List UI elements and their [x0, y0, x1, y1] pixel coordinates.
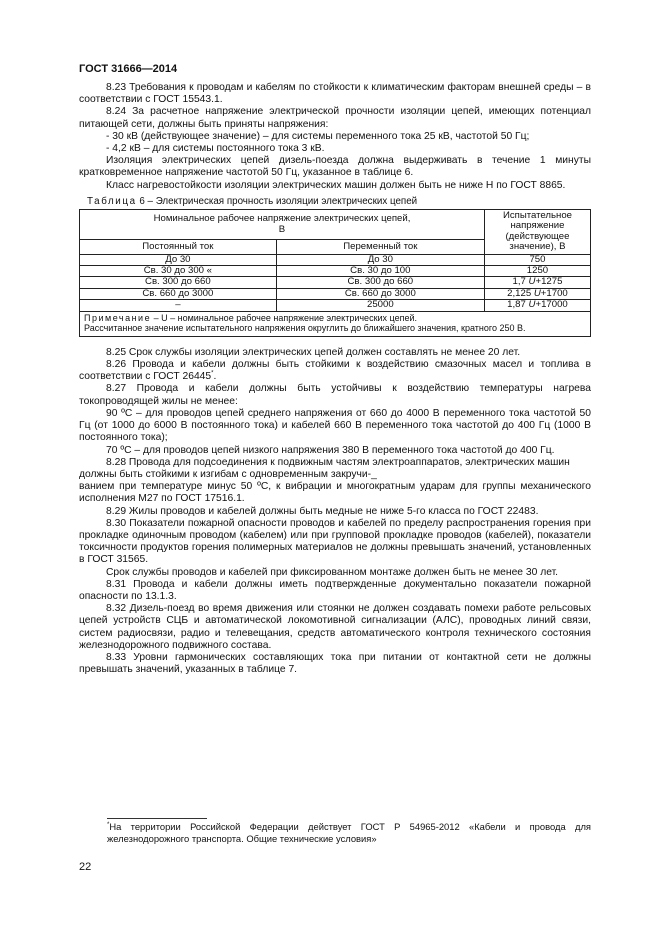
paragraph-8-25: 8.25 Срок службы изоляции электрических цепей должен составлять не менее 20 лет.: [106, 346, 521, 358]
table-cell-test: 1250: [484, 266, 590, 277]
table-cell-test: 1,87 U+17000: [484, 300, 590, 311]
table-cell-ac: 25000: [276, 300, 484, 311]
paragraph-8-24: 8.24 За расчетное напряжение электрической прочности изоляции цепей, имеющих потенциал питающей сети, должны быть приняты напряжения:: [79, 106, 591, 130]
paragraph-8-29: 8.29 Жилы проводов и кабелей должны быть медные не ниже 5-го класса по ГОСТ 22483.: [106, 505, 539, 517]
document-body: [79, 82, 591, 676]
paragraph-8-31: 8.31 Провода и кабели должны иметь подтвержденные документально показатели пожарной опасности по 13.1.3.: [79, 578, 591, 602]
table-cell-test: 750: [484, 254, 590, 265]
list-item-4-2kv: - 4,2 кВ – для системы постоянного тока 3 кВ.: [106, 143, 325, 155]
paragraph-insulation: Изоляция электрических цепей дизель-поезда должна выдерживать в течение 1 минуты кратковременное напряжение частотой 50 Гц, указанное в таблице 6.: [79, 155, 591, 179]
footnote-ref: *: [211, 370, 214, 377]
paragraph-8-33: 8.33 Уровни гармонических составляющих тока при питании от контактной сети не должны превышать значений, указанных в таблице 7.: [79, 651, 591, 676]
paragraph-70c: 70 ºС – для проводов цепей низкого напряжения 380 В переменного тока частотой до 400 Гц.: [106, 444, 555, 456]
table-row: [80, 266, 591, 277]
document-header: ГОСТ 31666—2014: [79, 63, 178, 75]
paragraph-8-30: 8.30 Показатели пожарной опасности проводов и кабелей по пределу распространения горения при прокладке одиночным проводом (кабелем) или при групповой прокладке проводов (кабелей), показатели токсичности продуктов горения полимерных материалов не должны превышать значений, установленных в ГОСТ 31565.: [79, 517, 591, 566]
table-head-nominal: Номинальное рабочее напряжение электрических цепей, В: [80, 210, 485, 240]
list-item-30kv: - 30 кВ (действующее значение) – для системы переменного тока 25 кВ, частотой 50 Гц;: [106, 130, 530, 142]
table-cell-dc: Св. 30 до 300 «: [80, 266, 277, 277]
table-row: [80, 288, 591, 299]
table-cell-test: 1,7 U+1275: [484, 277, 590, 288]
table-6-caption: Таблица 6 – Электрическая прочность изоляции электрических цепей: [87, 195, 418, 207]
table-cell-ac: Св. 300 до 660: [276, 277, 484, 288]
table-cell-dc: Св. 300 до 660: [80, 277, 277, 288]
table-head-dc: Постоянный ток: [80, 240, 277, 254]
footnote-divider: [107, 818, 207, 819]
paragraph-heat-class: Класс нагревостойкости изоляции электрических машин должен быть не ниже Н по ГОСТ 8865.: [106, 179, 566, 191]
paragraph-8-23: 8.23 Требования к проводам и кабелям по стойкости к климатическим факторам внешней среды – в соответствии с ГОСТ 15543.1.: [79, 82, 591, 106]
footnote: *На территории Российской Федерации действует ГОСТ Р 54965-2012 «Кабели и провода для железнодорожного транспорта. Общие технические условия»: [107, 821, 591, 844]
paragraph-8-28: 8.28 Провода для подсоединения к подвижным частям электроаппаратов, электрических машин должны быть стойкими к изгибам с одновременным закручи-_: [79, 456, 570, 480]
table-cell-dc: Св. 660 до 3000: [80, 288, 277, 299]
table-head-ac: Переменный ток: [276, 240, 484, 254]
table-head-test: Испытательное напряжение (действующее значение), В: [484, 210, 590, 255]
table-row: [80, 300, 591, 311]
table-cell-ac: Св. 30 до 100: [276, 266, 484, 277]
page-number: 22: [79, 861, 92, 873]
paragraph-90c: 90 ºС – для проводов цепей среднего напряжения от 660 до 4000 В переменного тока частотой 50 Гц (от 1000 до 6000 В постоянного тока) и кабелей 660 В переменного тока частотой до 400 Гц (1000 В постоянного тока);: [79, 407, 591, 444]
table-cell-ac: Св. 660 до 3000: [276, 288, 484, 299]
table-cell-ac: До 30: [276, 254, 484, 265]
table-row: [80, 254, 591, 265]
table-row: [80, 277, 591, 288]
table-6: [79, 209, 591, 337]
table-cell-dc: До 30: [80, 254, 277, 265]
paragraph-8-32: 8.32 Дизель-поезд во время движения или стоянки не должен создавать помехи работе рельсовых цепей устройств СЦБ и автоматической локомотивной сигнализации (АЛС), проводных линий связи, систем радиосвязи, радио и телевещания, средств автоматического контроля технического состояния железнодорожного подвижного состава.: [79, 603, 591, 651]
table-cell-test: 2,125 U+1700: [484, 288, 590, 299]
table-cell-dc: –: [80, 300, 277, 311]
footnote-mark: *: [107, 821, 110, 828]
paragraph-service-life: Срок службы проводов и кабелей при фиксированном монтаже должен быть не менее 30 лет.: [106, 566, 559, 578]
table-note: Примечание – U – номинальное рабочее напряжение электрических цепей. Рассчитанное значение испытательного напряжения округлить до ближайшего значения, кратного 250 В.: [80, 311, 591, 336]
paragraph-8-26: 8.26 Провода и кабели должны быть стойкими к воздействию смазочных масел и топлива в соответствии с ГОСТ 26445*.: [79, 359, 591, 383]
paragraph-8-27: 8.27 Провода и кабели должны быть устойчивы к воздействию температуры нагрева токопроводящей жилы не менее:: [79, 383, 591, 407]
paragraph-8-28-cont: ванием при температуре минус 50 ºС, к вибрации и многократным ударам для группы механического исполнения М27 по ГОСТ 17516.1.: [79, 481, 591, 505]
